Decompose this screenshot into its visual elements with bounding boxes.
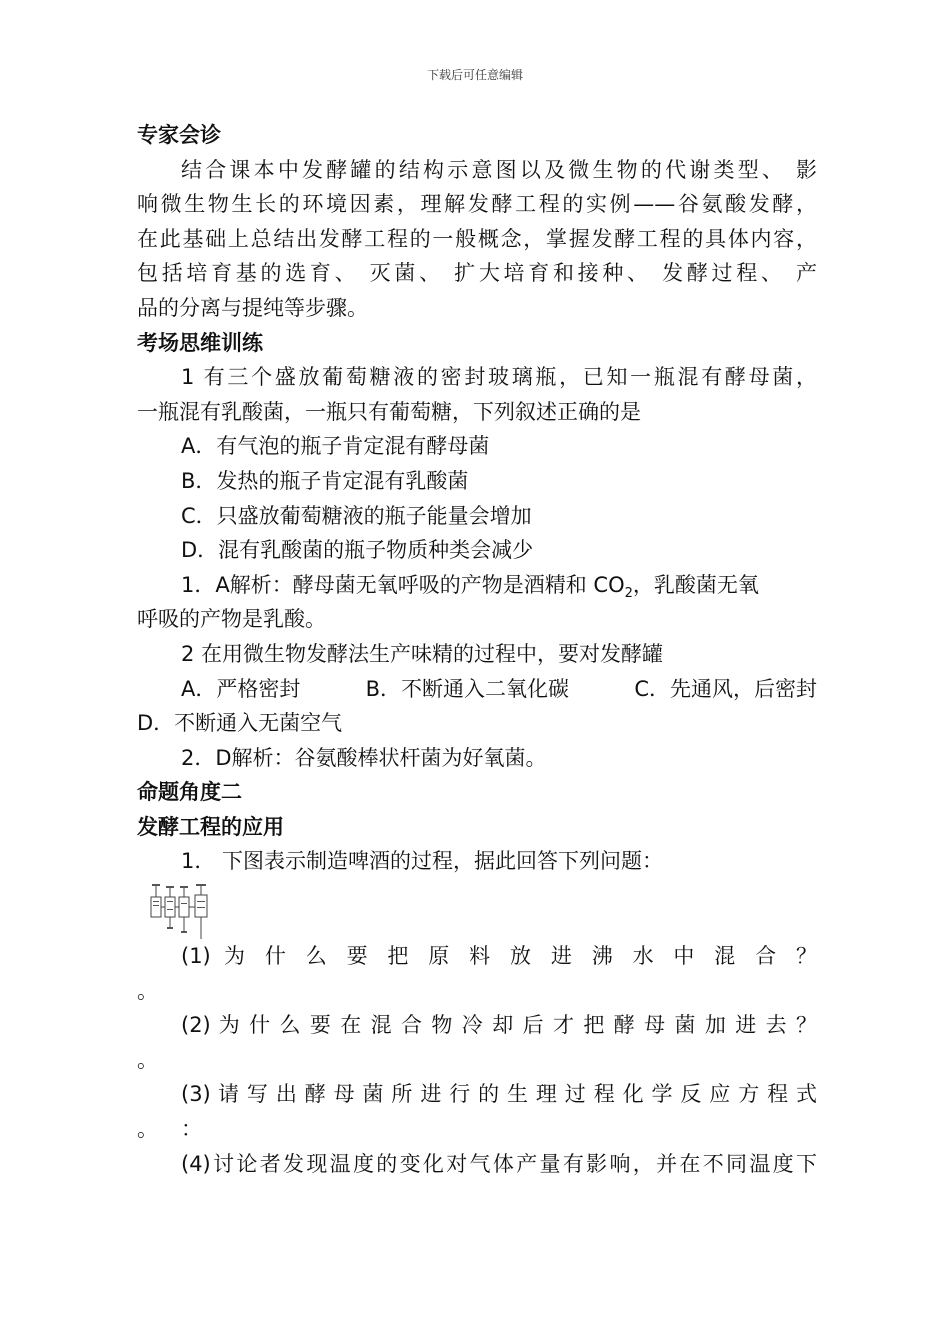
sub-question-2: (2) 为 什 么 要 在 混 合 物 冷 却 后 才 把 酵 母 菌 加 进 去 ？: [181, 1013, 817, 1038]
blank-period-2: 。: [137, 1047, 158, 1072]
question-1-option-c: C．只盛放葡萄糖液的瓶子能量会增加: [181, 503, 532, 528]
sub-question-4: (4)讨论者发现温度的变化对气体产量有影响，并在不同温度下: [181, 1151, 817, 1176]
question-1-option-a: A．有气泡的瓶子肯定混有酵母菌: [181, 434, 490, 459]
answer-1-post: ，乳酸菌无氧: [632, 572, 759, 597]
section-heading-angle-two: 命题角度二: [137, 780, 242, 805]
sub-question-3: (3) 请 写 出 酵 母 菌 所 进 行 的 生 理 过 程 化 学 反 应 方 程 式 ：: [181, 1082, 817, 1142]
section-heading-fermentation-application: 发酵工程的应用: [137, 814, 284, 839]
answer-1-subscript: 2: [624, 585, 633, 601]
answer-1-text: [137, 568, 817, 603]
question-1-option-d: D．混有乳酸菌的瓶子物质种类会减少: [181, 538, 534, 563]
paragraph-line: 在此基础上总结出发酵工程的一般概念，掌握发酵工程的具体内容，: [137, 226, 817, 251]
answer-1-text-cont: 呼吸的产物是乳酸。: [137, 607, 326, 632]
question-beer-intro: 1． 下图表示制造啤酒的过程，据此回答下列问题：: [181, 849, 664, 874]
paragraph-line: 品的分离与提纯等步骤。: [137, 295, 368, 320]
question-2-options-row: [137, 672, 817, 707]
page-header: 下载后可任意编辑: [426, 68, 523, 82]
question-2-option-a: A．严格密封: [181, 676, 301, 701]
question-1-option-b: B．发热的瓶子肯定混有乳酸菌: [181, 468, 469, 493]
blank-period-3: 。: [137, 1117, 158, 1142]
answer-2-text: 2．D解析：谷氨酸棒状杆菌为好氧菌。: [181, 745, 547, 770]
section-heading-exam-training: 考场思维训练: [137, 330, 263, 355]
paragraph-line: 包括培育基的选育、 灭菌、 扩大培育和接种、 发酵过程、 产: [137, 261, 817, 286]
question-2-option-d: D．不断通入无菌空气: [137, 711, 343, 736]
beer-process-diagram-image: [149, 883, 213, 941]
question-1-text-cont: 一瓶混有乳酸菌，一瓶只有葡萄糖，下列叙述正确的是: [137, 399, 641, 424]
question-2-text: 2 在用微生物发酵法生产味精的过程中，要对发酵罐: [181, 641, 664, 666]
blank-period-1: 。: [137, 978, 158, 1003]
section-heading-expert: 专家会诊: [137, 123, 221, 147]
question-1-text: 1 有三个盛放葡萄糖液的密封玻璃瓶，已知一瓶混有酵母菌，: [181, 365, 817, 390]
sub-question-1: (1) 为 什 么 要 把 原 料 放 进 沸 水 中 混 合 ？: [181, 944, 817, 969]
document-body: [137, 118, 817, 1181]
question-2-option-c: C．先通风，后密封: [634, 676, 817, 701]
answer-1-pre: 1．A解析：酵母菌无氧呼吸的产物是酒精和 CO: [181, 572, 625, 597]
paragraph-line: 响微生物生长的环境因素，理解发酵工程的实例——谷氨酸发酵，: [137, 192, 817, 217]
beer-process-figure: [137, 879, 817, 939]
question-2-option-b: B．不断通入二氧化碳: [365, 676, 570, 701]
paragraph-line: 结合课本中发酵罐的结构示意图以及微生物的代谢类型、 影: [181, 157, 817, 182]
